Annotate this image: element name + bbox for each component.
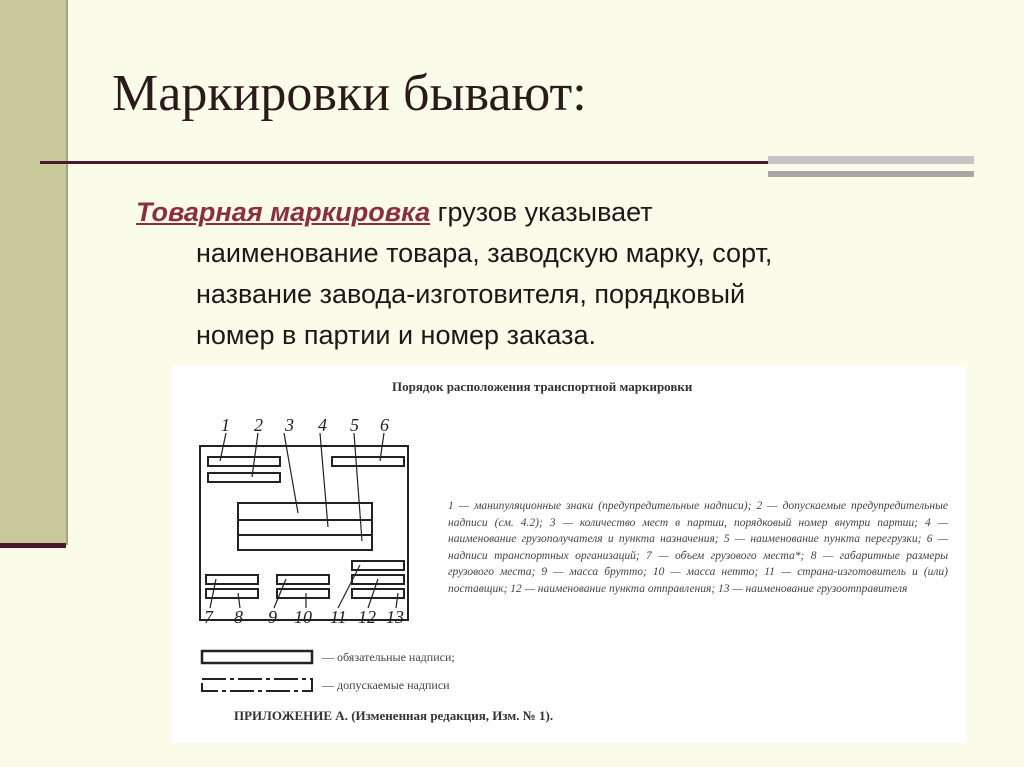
paragraph-line-1 [136, 192, 954, 233]
paragraph-word: указывает [524, 197, 653, 227]
mark-area-2 [208, 473, 280, 482]
marker-label: 5 [350, 415, 359, 435]
marker-label: 2 [254, 415, 263, 435]
marker-label: 8 [234, 607, 243, 627]
term-highlight: Товарная маркировка [136, 197, 431, 227]
figure-heading: Порядок расположения транспортной маркировки [392, 379, 693, 394]
paragraph-word: грузов [437, 197, 518, 227]
divider-accent-bottom [768, 171, 974, 177]
marker-label: 6 [380, 415, 389, 435]
marker-label: 1 [221, 415, 230, 435]
side-decor-bar [0, 0, 68, 545]
central-mark-block [238, 503, 372, 550]
marker-label: 3 [285, 415, 294, 435]
paragraph-line-2: наименование товара, заводскую марку, сорт, [196, 238, 773, 268]
title-divider [40, 161, 775, 164]
mark-area-10 [277, 589, 329, 598]
legend-optional-label: — допускаемые надписи [322, 678, 450, 692]
mark-area-6 [332, 457, 404, 466]
legend-mandatory-label: — обязательные надписи; [322, 650, 455, 664]
paragraph-line-3: название завода-изготовителя, порядковый [196, 279, 746, 309]
appendix-note: ПРИЛОЖЕНИЕ А. (Измененная редакция, Изм. № 1). [234, 708, 554, 723]
marker-label: 12 [358, 607, 376, 627]
mark-area-7 [206, 575, 258, 584]
divider-accent-top [768, 156, 974, 164]
mark-area-1 [208, 457, 280, 466]
legend-solid-box [202, 651, 312, 663]
marker-label: 11 [330, 607, 347, 627]
legend-dashed-box [202, 679, 312, 691]
marking-diagram-figure [172, 365, 967, 743]
marker-label: 10 [294, 607, 312, 627]
slide-title: Маркировки бывают: [112, 65, 587, 122]
marker-label: 9 [268, 607, 277, 627]
marker-label: 7 [204, 607, 213, 627]
paragraph-line-4: номер в партии и номер заказа. [196, 320, 596, 350]
body-paragraph [136, 192, 954, 356]
marker-label: 13 [386, 607, 404, 627]
side-decor-line [0, 543, 66, 548]
figure-caption: 1 — манипуляционные знаки (предупредительные надписи); 2 — допускаемые предупредительные надписи (см. 4.2); 3 — количество мест в партии, порядковый номер внутри партии; 4 — наименование грузополучателя и пункта назначения; 5 — наименование пункта перегрузки; 6 — надписи транспортных организаций; 7 — объем грузового места*; 8 — габаритные размеры грузового места; 9 — масса брутто; 10 — масса нетто; 11 — страна-изготовитель и (или) поставщик; 12 — наименование пункта отправления; 13 — наименование грузоотправителя [448, 500, 948, 595]
mark-area-13 [352, 589, 404, 598]
marker-label: 4 [318, 415, 327, 435]
